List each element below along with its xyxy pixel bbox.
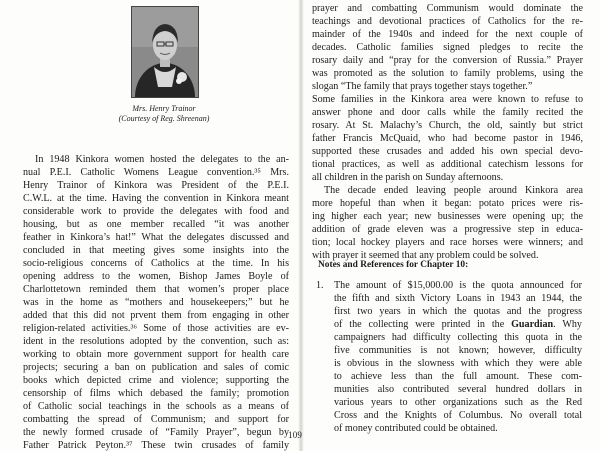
text-line: Charlottetown reminded them that women’s proper place (23, 284, 289, 295)
text-line: various years to other organizations such as the Red (334, 397, 582, 408)
portrait-photo (131, 6, 199, 98)
text-line: Cross and the Knights of Columbus. No overall total (334, 410, 582, 421)
text-line: books which depicted crime and violence; supporting the (23, 375, 289, 386)
text-line: addition of grade eleven was a progressive step in educa- (312, 224, 583, 235)
text-line: religion-related activities.³⁶ Some of those activities are ev- (23, 323, 289, 334)
text-line: of money contributed could be obtained. (334, 423, 498, 434)
text-line: is obvious in the slowness with which they were able (334, 358, 582, 369)
text-line: of the collecting were printed in the Guardian. Why (334, 319, 582, 330)
text-line: father Francis McQuaid, who had become pastor in 1946, (312, 133, 583, 144)
text-line: munities also contributed several hundred dollars in (334, 384, 582, 395)
text-line: combatting the spread of Communism; and support for (23, 414, 289, 425)
text-line: nual P.E.I. Catholic Womens League convention.³⁵ Mrs. (23, 167, 289, 178)
text-line: decades. Catholic families signed pledges to recite the (312, 42, 583, 53)
text-line: Father Patrick Peyton.³⁷ These twin crusades of family (23, 440, 289, 451)
text-line: all children in the parish on Sunday afternoons. (312, 172, 504, 183)
text-line: socio-religious concerns of Catholics at the time. In his (23, 258, 289, 269)
text-line: ident in the resolutions adopted by the convention, such as: (23, 336, 289, 347)
text-line: censorship of films which debased the family; promotion (23, 388, 289, 399)
text-line: slogan “The family that prays together stays together.” (312, 81, 533, 92)
note-number: 1. (316, 280, 324, 291)
text-line: mainder of the 1940s and indeed for the next couple of (312, 29, 583, 40)
text-line: to achieve less than the full amount. These com- (334, 371, 582, 382)
portrait-image (132, 7, 198, 97)
left-body-text (23, 153, 289, 452)
text-line: prayer and combatting Communism would dominate the (312, 3, 583, 14)
text-line: C.W.L. at the time. Having the convention in Kinkora meant (23, 193, 289, 204)
caption-name: Mrs. Henry Trainor (132, 104, 196, 113)
text-line: five communities is not known; however, difficulty (334, 345, 582, 356)
text-line: In 1948 Kinkora women hosted the delegates to the an- (35, 154, 289, 165)
text-line: projects; securing a ban on publication and sales of comic (23, 362, 289, 373)
newspaper-name: Guardian (511, 319, 554, 330)
text-line: was in the home as “mothers and housekeepers;” but he (23, 297, 289, 308)
text-line: the fifth and sixth Victory Loans in 1943 an 1944, the (334, 293, 582, 304)
text-line: with prayer it seemed that any problem could be solved. (312, 250, 539, 261)
text-line: Henry Trainor of Kinkora was President of the P.E.I. (23, 180, 289, 191)
right-body-text (312, 2, 583, 262)
text-line: of Catholic social teachings in the schools as a means of (23, 401, 289, 412)
caption-credit: (Courtesy of Reg. Shreenan) (118, 113, 210, 123)
text-line: more hopeful than when it began: potato prices were ris- (312, 198, 583, 209)
text-line: opening address to the women, Bishop James Boyle of (23, 271, 289, 282)
text-line: working to obtain more government support for health care (23, 349, 289, 360)
text-line: the newly formed crusade of “Family Prayer”, begun by (23, 427, 289, 438)
text-line: answer phone and door calls while the family recited the (312, 107, 583, 118)
text-line: feather in Kinkora’s hat!” What the delegates discussed and (23, 232, 289, 243)
text-line: campaigners had difficulty collecting this quota in the (334, 332, 582, 343)
text-line: rosary. At St. Malachy’s Church, the old, saintly but strict (312, 120, 583, 131)
page-fold (298, 0, 304, 451)
text-line: The decade ended leaving people around Kinkora area (324, 185, 583, 196)
photo-caption (103, 104, 225, 123)
text-line: teachings and devotional practices of Catholics for the re- (312, 16, 583, 27)
text-line: housing, but as one member recalled “it was another (23, 219, 289, 230)
text-line: added that this did not prvent them from engaging in other (23, 310, 289, 321)
text-line: supported these crusades and added his own special devo- (312, 146, 583, 157)
text-line: considerable work to provide the delegates with food and (23, 206, 289, 217)
text-line: tion; local hockey players and race horses were winners; and (312, 237, 583, 248)
text-line: Some families in the Kinkora area were known to refuse to (312, 94, 583, 105)
text-line: first two years in which the quotas and the progress (334, 306, 582, 317)
text-line: concluded in that meeting gives some insights into the (23, 245, 289, 256)
notes-heading: Notes and References for Chapter 10: (318, 260, 469, 270)
text-line: ing higher each year; new businesses were opening up; the (312, 211, 583, 222)
text-line: rosary daily and “pray for the conversion of Russia.” Prayer (312, 55, 583, 66)
text-line: tional practices, as well as additional catechism lessons for (312, 159, 583, 170)
page-number: 109 (288, 430, 303, 440)
note-text (334, 279, 582, 435)
text-line: was promoted as the solution to family problems, using the (312, 68, 583, 79)
text-line: The amount of $15,000.00 is the quota announced for (334, 280, 582, 291)
